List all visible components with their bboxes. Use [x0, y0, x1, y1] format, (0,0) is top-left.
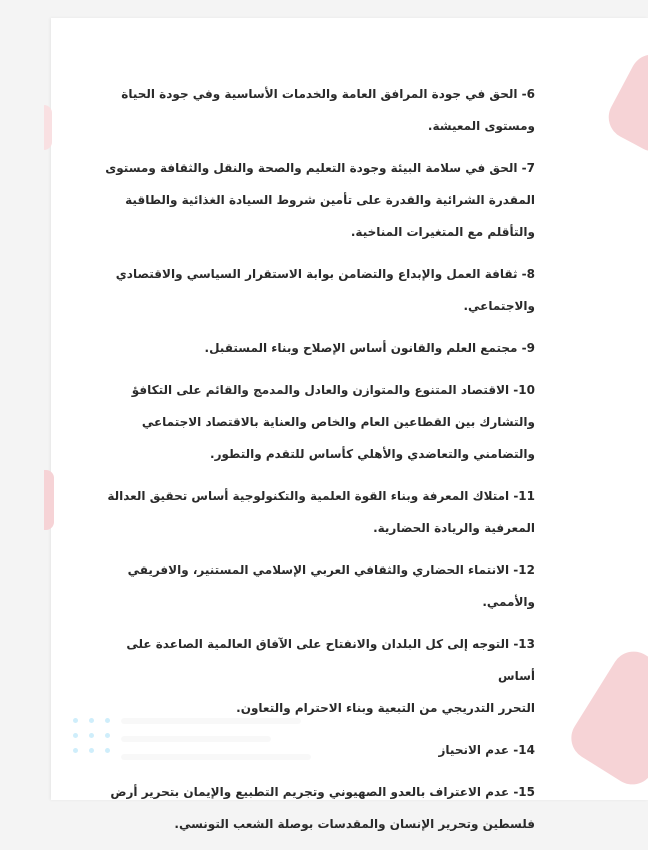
decorative-shape-bottom — [563, 643, 648, 792]
list-item-line: 10- الاقتصاد المتنوع والمتوازن والعادل والمدمج والقائم على التكافؤ — [131, 383, 535, 397]
list-item-line: المعرفية والريادة الحضارية. — [373, 521, 535, 535]
list-item-line: 6- الحق في جودة المرافق العامة والخدمات الأساسية وفي جودة الحياة — [121, 87, 535, 101]
list-item — [90, 554, 535, 618]
list-item-line: 12- الانتماء الحضاري والثقافي العربي الإسلامي المستنير، والافريقي — [127, 563, 535, 577]
list-item — [90, 152, 535, 248]
list-item-line: والتشارك بين القطاعين العام والخاص والعناية بالاقتصاد الاجتماعي — [141, 415, 535, 429]
list-item — [90, 374, 535, 470]
decorative-shape-top — [601, 47, 648, 159]
list-item — [90, 734, 535, 766]
list-item — [90, 258, 535, 322]
list-item-line: 14- عدم الانحياز — [438, 743, 535, 757]
list-item-line: ومستوى المعيشة. — [427, 119, 535, 133]
list-item-line: 9- مجتمع العلم والقانون أساس الإصلاح وبناء المستقبل. — [204, 341, 535, 355]
list-item-line: التحرر التدريجي من التبعية وبناء الاحترام والتعاون. — [236, 701, 535, 715]
list-item-line: والتأقلم مع المتغيرات المناخية. — [350, 225, 535, 239]
list-item-line: 11- امتلاك المعرفة وبناء القوة العلمية والتكنولوجية أساس تحقيق العدالة — [107, 489, 535, 503]
list-item-line: والتضامني والتعاضدي والأهلي كأساس للتقدم والتطور. — [210, 447, 535, 461]
list-item — [90, 480, 535, 544]
list-item — [90, 78, 535, 142]
list-item-line: 15- عدم الاعتراف بالعدو الصهيوني وتجريم التطبيع والإيمان بتحرير أرض — [110, 785, 535, 799]
list-item-line: 8- ثقافة العمل والإبداع والتضامن بوابة الاستقرار السياسي والاقتصادي — [115, 267, 535, 281]
decorative-edge-top — [44, 105, 52, 150]
list-item-line: والأممي. — [482, 595, 535, 609]
decorative-edge-middle — [44, 470, 54, 530]
list-item — [90, 332, 535, 364]
document-body — [90, 78, 535, 850]
list-item-line: 7- الحق في سلامة البيئة وجودة التعليم والصحة والنقل والثقافة ومستوى — [105, 161, 535, 175]
list-item-line: المقدرة الشرائية والقدرة على تأمين شروط السيادة الغذائية والطاقية — [125, 193, 535, 207]
list-item — [90, 628, 535, 724]
list-item — [90, 776, 535, 840]
list-item-line: 13- التوجه إلى كل البلدان والانفتاح على الآفاق العالمية الصاعدة على أساس — [126, 637, 535, 683]
list-item-line: فلسطين وتحرير الإنسان والمقدسات بوصلة الشعب التونسي. — [174, 817, 535, 831]
list-item-line: والاجتماعي. — [463, 299, 535, 313]
